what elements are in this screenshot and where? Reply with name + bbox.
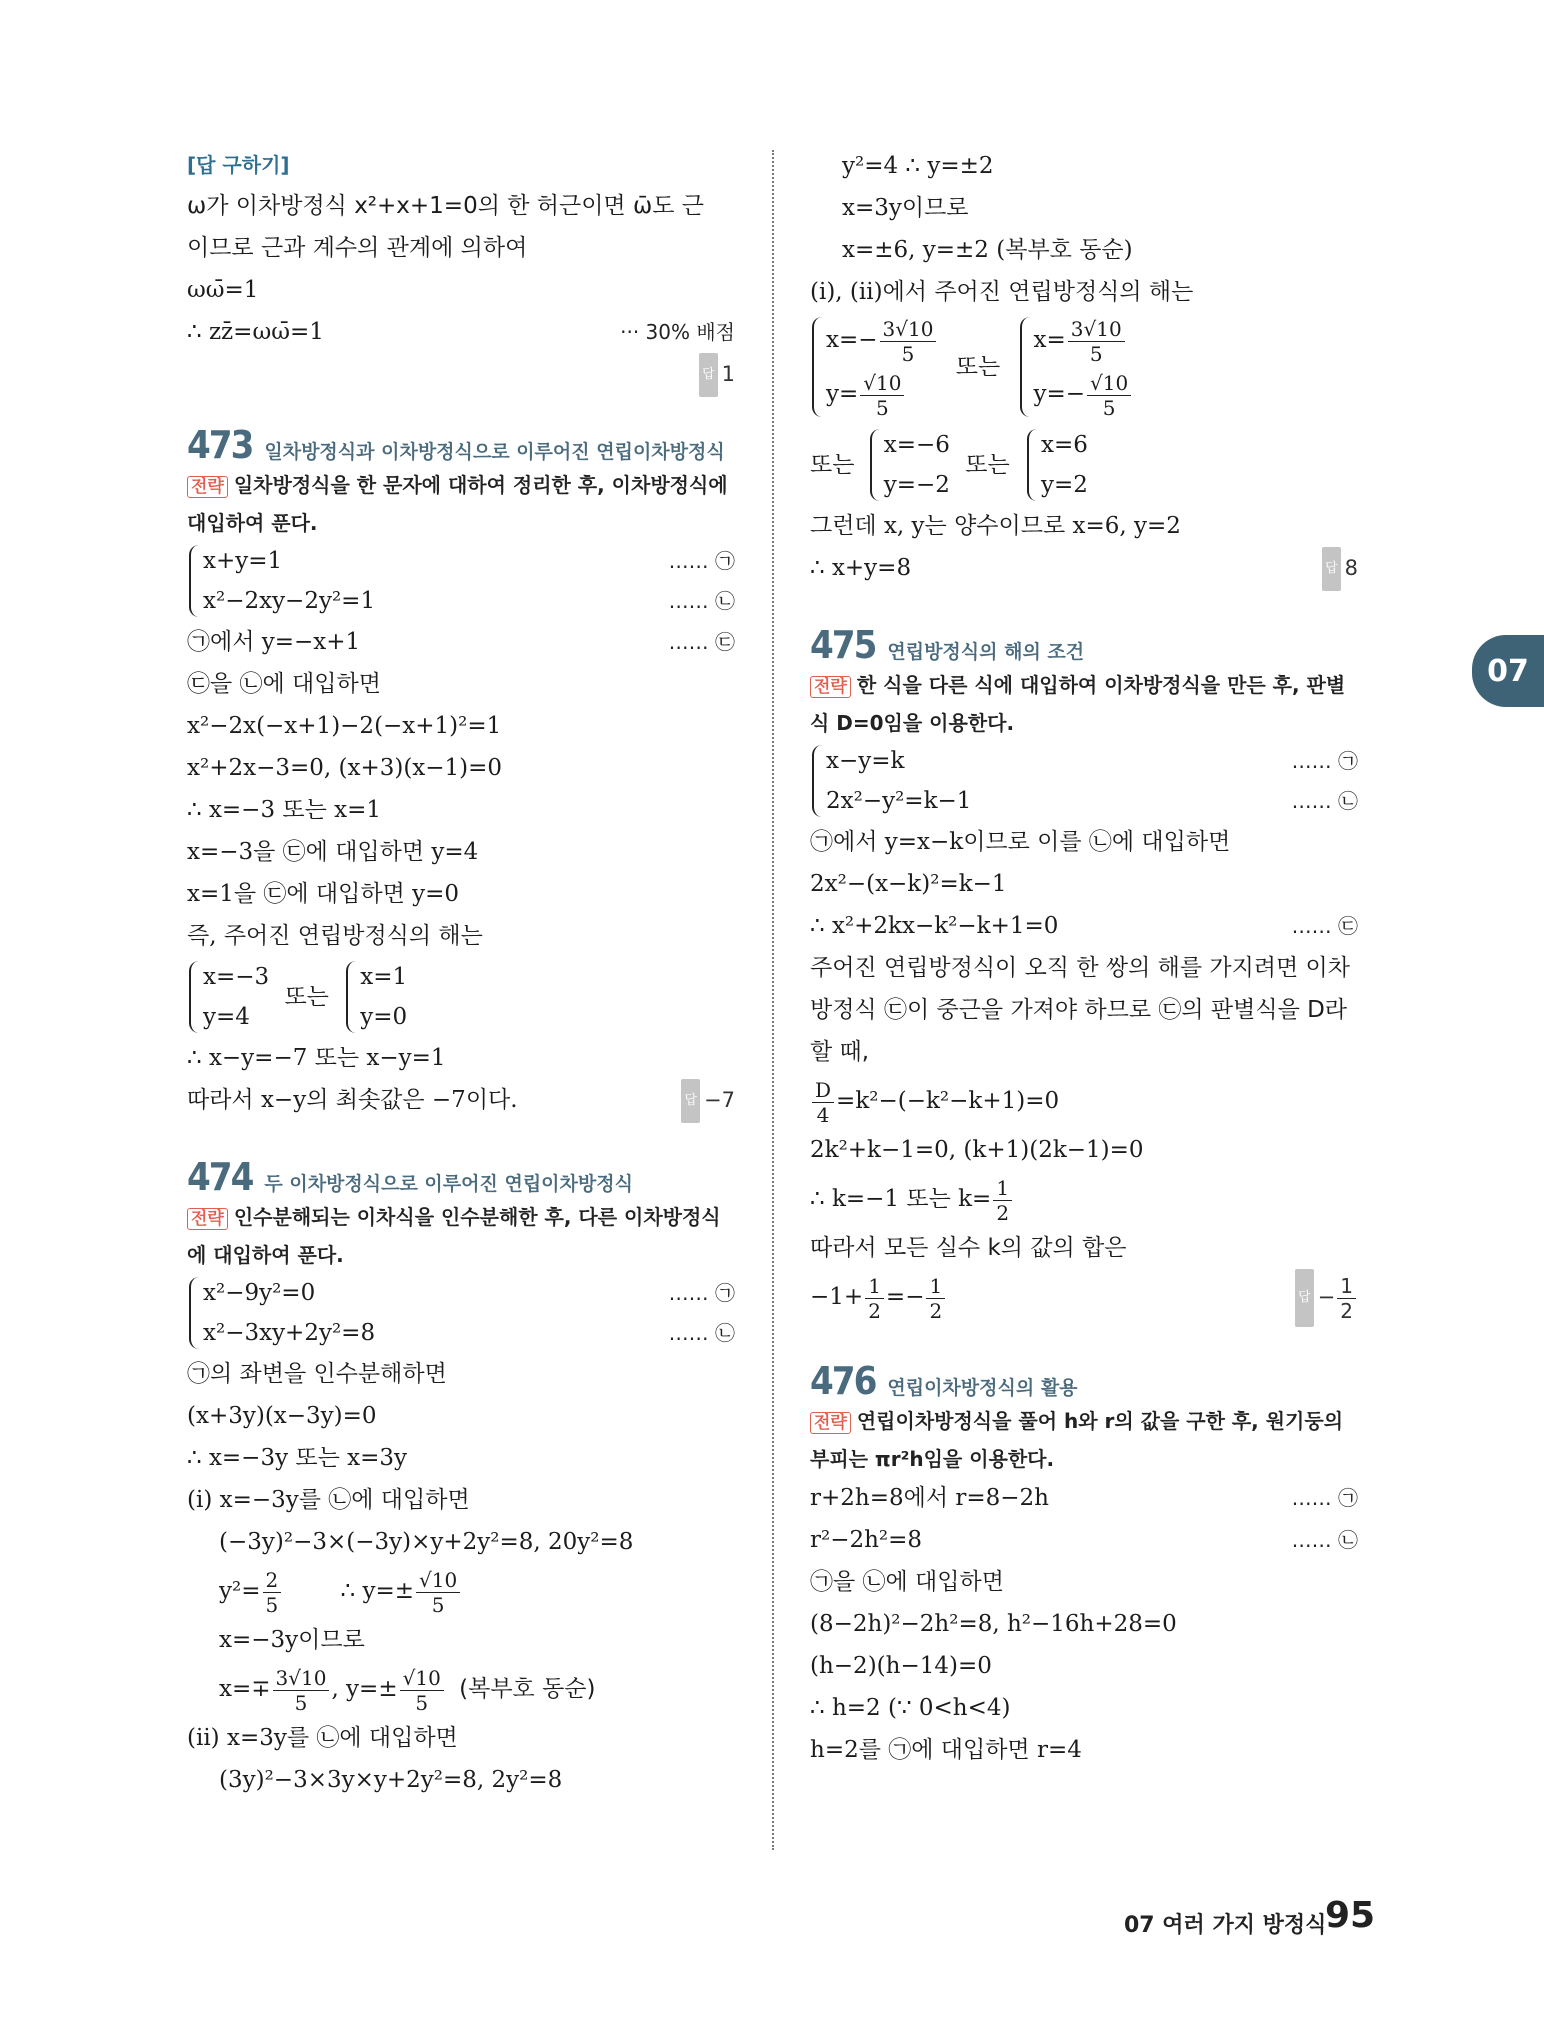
problem-header-476 <box>810 1359 1358 1403</box>
math-line: 즉, 주어진 연립방정식의 해는 <box>187 923 483 949</box>
equation: x−y=k <box>826 748 905 774</box>
math-line <box>187 1661 735 1717</box>
equation: y=4 <box>203 1004 250 1030</box>
answer-badge <box>681 1079 735 1123</box>
math-line: x=±6, y=±2 (복부호 동순) <box>842 237 1133 263</box>
equation: 2x²−y²=k−1 <box>826 788 972 814</box>
answer-row <box>187 353 735 389</box>
math-expression: y²= <box>219 1578 261 1604</box>
denominator: 2 <box>996 1200 1010 1225</box>
denominator: 2 <box>868 1298 881 1323</box>
equation-mark: …… ㉠ <box>668 1281 735 1305</box>
fraction <box>1087 371 1131 420</box>
numerator: D <box>812 1078 834 1103</box>
footer-chapter-title: 07 여러 가지 방정식 <box>1124 1913 1327 1938</box>
math-line <box>810 1519 1358 1561</box>
numerator: 1 <box>1337 1274 1356 1299</box>
numerator: √10 <box>416 1568 460 1593</box>
equation-system <box>187 1273 735 1353</box>
math-line: 2x²−(x−k)²=k−1 <box>810 871 1007 897</box>
math-expression: r+2h=8에서 r=8−2h <box>810 1485 1049 1511</box>
math-expression: =− <box>885 1284 925 1310</box>
denominator: 5 <box>415 1690 429 1715</box>
math-line <box>810 1269 1358 1325</box>
text-line: 할 때, <box>810 1039 870 1065</box>
fraction <box>400 1666 444 1715</box>
strategy-text: 인수분해되는 이차식을 인수분해한 후, 다른 이차방정식에 대입하여 푼다. <box>187 1205 721 1267</box>
problem-header-473 <box>187 423 735 467</box>
page-number: 95 <box>1325 1895 1376 1936</box>
or-text: 또는 <box>965 452 1010 478</box>
math-expression: r²−2h²=8 <box>810 1527 923 1553</box>
math-expression: ∴ zz̄=ωω̄=1 <box>187 319 324 345</box>
math-line <box>810 1171 1358 1227</box>
fraction <box>926 1274 945 1323</box>
math-expression: y= <box>826 381 859 407</box>
problem-header-474 <box>187 1155 735 1199</box>
math-line: (−3y)²−3×(−3y)×y+2y²=8, 20y²=8 <box>219 1529 634 1555</box>
math-line: 2k²+k−1=0, (k+1)(2k−1)=0 <box>810 1137 1144 1163</box>
column-divider <box>772 150 774 1850</box>
math-line: x²+2x−3=0, (x+3)(x−1)=0 <box>187 755 503 781</box>
equation <box>826 367 938 421</box>
system-brace <box>187 541 375 621</box>
math-line: (i) x=−3y를 ㉡에 대입하면 <box>187 1487 470 1513</box>
numerator: √10 <box>1087 371 1131 396</box>
problem-number: 475 <box>810 623 876 667</box>
system-brace <box>1025 425 1088 505</box>
equation-mark: …… ㉢ <box>1291 914 1358 938</box>
equation-mark: …… ㉢ <box>668 630 735 654</box>
math-line: ㉢을 ㉡에 대입하면 <box>187 671 381 697</box>
denominator: 5 <box>265 1592 279 1617</box>
strategy <box>187 1199 735 1273</box>
math-line: x²−2x(−x+1)−2(−x+1)²=1 <box>187 713 502 739</box>
denominator: 5 <box>431 1592 445 1617</box>
equation: y=0 <box>360 1004 408 1030</box>
fraction <box>263 1568 282 1617</box>
solution-systems <box>810 425 1358 505</box>
equation-mark: …… ㉡ <box>1291 789 1358 813</box>
numerator: √10 <box>860 371 904 396</box>
system-brace <box>810 741 971 821</box>
numerator: 3√10 <box>1068 317 1125 342</box>
or-text: 또는 <box>810 452 855 478</box>
text-line: 이므로 근과 계수의 관계에 의하여 <box>187 235 528 261</box>
right-column <box>810 145 1358 1771</box>
strategy-label: 전략 <box>810 1412 851 1434</box>
equation: y=−2 <box>883 472 950 498</box>
or-text: 또는 <box>955 354 1001 380</box>
system-brace <box>187 1273 375 1353</box>
equation <box>1034 313 1134 367</box>
dap-heading: [답 구하기] <box>187 153 290 177</box>
denominator: 2 <box>1340 1298 1353 1323</box>
math-expression: y=− <box>1033 381 1086 407</box>
math-expression: −1+ <box>810 1284 864 1310</box>
answer-badge <box>1295 1269 1358 1327</box>
problem-title: 연립방정식의 해의 조건 <box>887 641 1085 663</box>
math-line <box>187 1563 735 1619</box>
text-line: ω가 이차방정식 x²+x+1=0의 한 허근이면 ω̄도 근 <box>187 193 704 219</box>
answer-box-label: 답 <box>1322 547 1341 591</box>
math-line: (8−2h)²−2h²=8, h²−16h+28=0 <box>810 1611 1177 1637</box>
fraction <box>860 371 904 420</box>
problem-title: 연립이차방정식의 활용 <box>887 1377 1078 1399</box>
math-line: ∴ h=2 (∵ 0<h<4) <box>810 1695 1011 1721</box>
math-line: ㉠에서 y=x−k이므로 이를 ㉡에 대입하면 <box>810 829 1231 855</box>
problem-number: 474 <box>187 1155 253 1199</box>
problem-header-475 <box>810 623 1358 667</box>
system-brace <box>344 957 407 1037</box>
or-text: 또는 <box>284 984 329 1010</box>
math-line <box>187 621 735 663</box>
fraction <box>1337 1274 1356 1323</box>
fraction <box>1068 317 1125 366</box>
math-line <box>810 1477 1358 1519</box>
math-expression: ∴ x+y=8 <box>810 555 912 581</box>
math-line: (x+3y)(x−3y)=0 <box>187 1403 377 1429</box>
math-line: ∴ x=−3y 또는 x=3y <box>187 1445 408 1471</box>
answer-value: 8 <box>1344 556 1358 580</box>
math-expression: =k²−(−k²−k+1)=0 <box>836 1088 1060 1114</box>
problem-title: 일차방정식과 이차방정식으로 이루어진 연립이차방정식 <box>264 441 725 463</box>
denominator: 5 <box>901 341 915 366</box>
denominator: 2 <box>929 1298 943 1323</box>
strategy-text: 일차방정식을 한 문자에 대하여 정리한 후, 이차방정식에 대입하여 푼다. <box>187 473 728 535</box>
equation-system <box>810 741 1358 821</box>
answer-value: − <box>1317 1285 1336 1309</box>
denominator: 5 <box>294 1690 308 1715</box>
math-line: x=3y이므로 <box>842 195 969 221</box>
math-expression: ∴ y=± <box>340 1578 415 1604</box>
equation-mark: …… ㉡ <box>668 1321 735 1345</box>
score-tag: ··· 30% 배점 <box>620 320 735 344</box>
math-line: h=2를 ㉠에 대입하면 r=4 <box>810 1737 1082 1763</box>
math-expression: x= <box>1033 327 1066 353</box>
system-brace <box>868 425 950 505</box>
denominator: 5 <box>1102 395 1116 420</box>
strategy <box>810 667 1358 741</box>
math-line <box>810 547 1358 589</box>
numerator: 2 <box>263 1568 282 1593</box>
fraction <box>993 1176 1012 1225</box>
math-line: x=−3을 ㉢에 대입하면 y=4 <box>187 839 479 865</box>
solution-systems <box>187 957 735 1037</box>
math-line: (h−2)(h−14)=0 <box>810 1653 992 1679</box>
equation: y=2 <box>1040 472 1088 498</box>
chapter-tab: 07 <box>1472 635 1544 707</box>
system-brace <box>1018 313 1134 421</box>
math-line <box>187 311 735 353</box>
equation <box>826 313 938 367</box>
equation-mark: …… ㉠ <box>1291 1486 1358 1510</box>
math-expression: ㉠에서 y=−x+1 <box>187 629 361 655</box>
math-line: ㉠의 좌변을 인수분해하면 <box>187 1361 447 1387</box>
answer-value: −7 <box>704 1088 735 1112</box>
fraction <box>273 1666 330 1715</box>
equation: x²−2xy−2y²=1 <box>203 588 376 614</box>
math-expression: x=− <box>826 327 878 353</box>
strategy <box>187 467 735 541</box>
text-line: 따라서 모든 실수 k의 값의 합은 <box>810 1235 1127 1261</box>
math-line: x=−3y이므로 <box>219 1627 365 1653</box>
answer-box-label: 답 <box>1295 1269 1314 1327</box>
math-line: 그런데 x, y는 양수이므로 x=6, y=2 <box>810 513 1181 539</box>
problem-number: 476 <box>810 1359 876 1403</box>
equation: x=6 <box>1040 432 1088 458</box>
answer-badge <box>1322 547 1358 591</box>
answer-badge <box>699 353 735 397</box>
math-expression: x=∓ <box>219 1676 271 1702</box>
fraction <box>812 1078 834 1127</box>
text-line: 주어진 연립방정식이 오직 한 쌍의 해를 가지려면 이차 <box>810 955 1350 981</box>
strategy-label: 전략 <box>810 676 851 698</box>
system-brace <box>187 957 269 1037</box>
left-column <box>187 145 735 1801</box>
system-brace <box>810 313 938 421</box>
text-line: 방정식 ㉢이 중근을 가져야 하므로 ㉢의 판별식을 D라 <box>810 997 1348 1023</box>
numerator: 1 <box>926 1274 945 1299</box>
math-expression: ∴ x²+2kx−k²−k+1=0 <box>810 913 1059 939</box>
math-line <box>810 905 1358 947</box>
math-expression: ∴ k=−1 또는 k= <box>810 1186 992 1212</box>
math-line: (i), (ii)에서 주어진 연립방정식의 해는 <box>810 279 1194 305</box>
equation-mark: …… ㉠ <box>668 549 735 573</box>
denominator: 5 <box>1089 341 1103 366</box>
problem-title: 두 이차방정식으로 이루어진 연립이차방정식 <box>264 1173 633 1195</box>
math-line: ∴ x=−3 또는 x=1 <box>187 797 382 823</box>
numerator: 3√10 <box>273 1666 330 1691</box>
math-line: x=1을 ㉢에 대입하면 y=0 <box>187 881 460 907</box>
fraction <box>416 1568 460 1617</box>
answer-box-label: 답 <box>681 1079 700 1123</box>
equation-mark: …… ㉡ <box>668 589 735 613</box>
note-text: (복부호 동순) <box>459 1676 596 1702</box>
math-line: ∴ x−y=−7 또는 x−y=1 <box>187 1045 446 1071</box>
answer-box-label: 답 <box>699 353 718 397</box>
math-line <box>187 1079 735 1121</box>
denominator: 5 <box>876 395 889 420</box>
strategy-label: 전략 <box>187 1208 228 1230</box>
math-line: (ii) x=3y를 ㉡에 대입하면 <box>187 1725 458 1751</box>
equation <box>1034 367 1134 421</box>
strategy <box>810 1403 1358 1477</box>
answer-value: 1 <box>721 362 735 386</box>
numerator: 3√10 <box>880 317 937 342</box>
math-expression: 따라서 x−y의 최솟값은 −7이다. <box>187 1087 518 1113</box>
problem-number: 473 <box>187 423 253 467</box>
strategy-text: 한 식을 다른 식에 대입하여 이차방정식을 만든 후, 판별식 D=0임을 이용한다. <box>810 673 1346 735</box>
denominator: 4 <box>816 1102 830 1127</box>
strategy-text: 연립이차방정식을 풀어 h와 r의 값을 구한 후, 원기둥의 부피는 πr²h임을 이용한다. <box>810 1409 1344 1471</box>
equation: x+y=1 <box>203 548 283 574</box>
equation-mark: …… ㉡ <box>1291 1528 1358 1552</box>
fraction <box>880 317 937 366</box>
fraction <box>865 1274 884 1323</box>
numerator: 1 <box>865 1274 884 1299</box>
equation: x²−9y²=0 <box>203 1280 316 1306</box>
math-line: ωω̄=1 <box>187 277 259 303</box>
solution-systems <box>810 313 1358 425</box>
math-line <box>810 1073 1358 1129</box>
math-line: y²=4 ∴ y=±2 <box>842 153 994 179</box>
equation: x=1 <box>360 964 408 990</box>
equation-mark: …… ㉠ <box>1291 749 1358 773</box>
numerator: 1 <box>993 1176 1012 1201</box>
equation: x²−3xy+2y²=8 <box>203 1320 376 1346</box>
equation-system <box>187 541 735 621</box>
numerator: √10 <box>400 1666 444 1691</box>
math-line: ㉠을 ㉡에 대입하면 <box>810 1569 1004 1595</box>
equation: x=−6 <box>883 432 950 458</box>
math-expression: , y=± <box>331 1676 398 1702</box>
strategy-label: 전략 <box>187 476 228 498</box>
math-line: (3y)²−3×3y×y+2y²=8, 2y²=8 <box>219 1767 563 1793</box>
equation: x=−3 <box>203 964 270 990</box>
